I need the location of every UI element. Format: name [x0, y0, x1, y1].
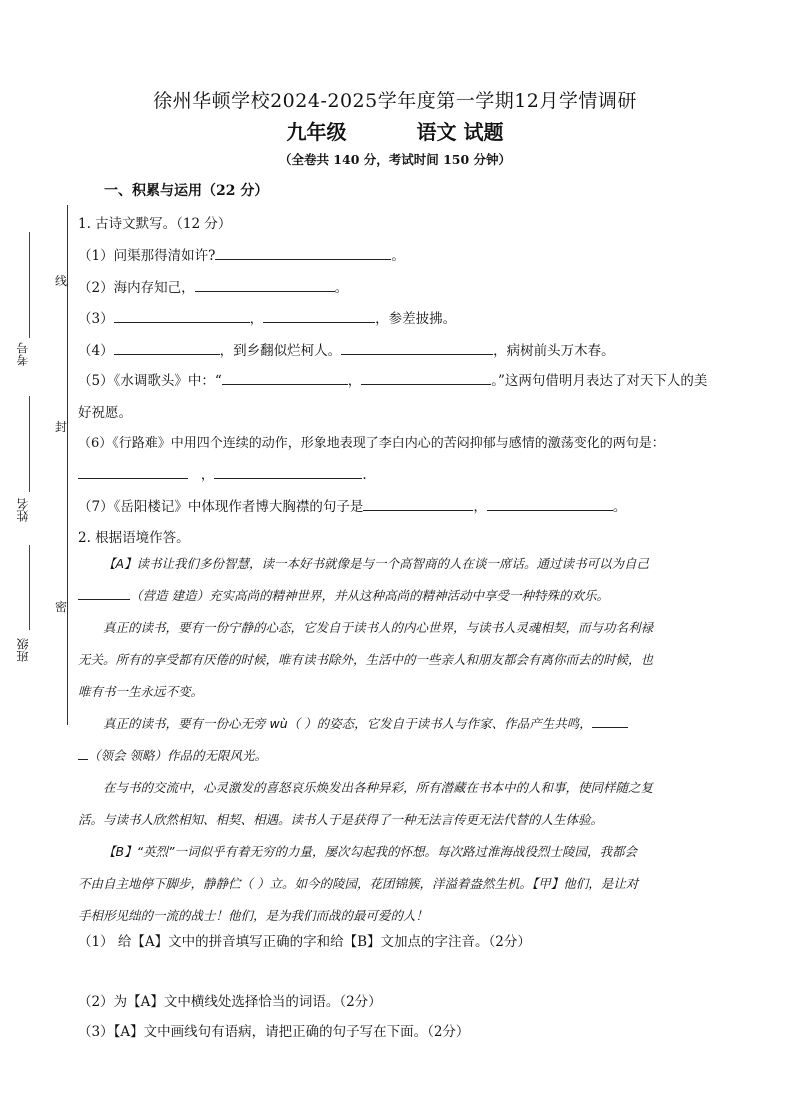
q1-item-1: [78, 244, 405, 264]
name-label: 姓名: [16, 498, 30, 522]
passage-a-line: [78, 740, 718, 772]
q1-4-blank-b[interactable]: [341, 340, 493, 355]
q1-item-5: [78, 369, 707, 389]
q1-item-5-cont: 好祝愿。: [78, 405, 132, 421]
passage-a-text: 真正的读书，要有一份心无旁 wù（ ）的姿态，它发自于读书人与作家、作品产生共鸣，: [103, 716, 592, 731]
q1-7-sep: ，: [473, 499, 487, 515]
grade-label: 九年级: [286, 120, 347, 144]
q1-heading: 1. 古诗文默写。（12 分）: [78, 216, 232, 232]
q1-6-blank-a[interactable]: [78, 464, 188, 479]
q1-item-6-answer: [78, 463, 367, 483]
q1-6-blank-b[interactable]: [214, 464, 362, 479]
q1-5-blank-a[interactable]: [222, 370, 348, 385]
q1-7-blank-b[interactable]: [487, 496, 613, 511]
passage-a-blank-2[interactable]: [592, 713, 628, 728]
q1-1-prompt: （1）问渠那得清如许?: [78, 248, 216, 264]
passage-a: [78, 548, 718, 932]
section-title: 一、积累与运用（22 分）: [104, 183, 269, 199]
exam-subtitle: [0, 116, 790, 145]
passage-a-line: [78, 708, 718, 740]
q1-2-end: 。: [334, 280, 349, 296]
class-label: 班级: [16, 638, 30, 662]
passage-b-line: 【B】“英烈”一词似乎有着无穷的力量，屡次勾起我的怀想。每次路过淮海战役烈士陵园，我都会: [103, 844, 638, 859]
passage-a-line: 活。与读书人欣然相知、相契、相遇。读书人于是获得了一种无法言传更无法代替的人生体验。: [78, 812, 604, 827]
q2-sub-1: （1） 给【A】文中的拼音填写正确的字和给【B】文加点的字注音。（2分）: [78, 934, 531, 950]
q1-3-end: ，参差披拂。: [375, 311, 457, 327]
passage-a-line: 无关。所有的享受都有厌倦的时候，唯有读书除外，生活中的一些亲人和朋友都会有离你而去的时候，也: [78, 652, 654, 667]
q1-3-prompt: （3）: [78, 311, 114, 327]
binding-char-feng: 封: [55, 420, 68, 434]
q1-6-end: .: [362, 467, 367, 483]
q1-3-blank-b[interactable]: [263, 308, 375, 323]
exam-number-label: 考号: [16, 342, 30, 366]
q1-1-blank[interactable]: [215, 245, 391, 260]
q1-item-4: [78, 339, 615, 359]
q1-7-prompt: （7）《岳阳楼记》中体现作者博大胸襟的句子是: [78, 499, 364, 515]
q2-heading: 2. 根据语境作答。: [78, 530, 190, 546]
passage-a-line: [78, 580, 718, 612]
exam-number-blank[interactable]: [29, 232, 30, 338]
passage-a-line: 【A】读书让我们多份智慧，读一本好书就像是与一个高智商的人在谈一席话。通过读书可以为自己: [103, 556, 650, 571]
q1-item-3: [78, 307, 456, 327]
q1-4-prompt: （4）: [78, 343, 114, 359]
passage-a-line: 在与书的交流中，心灵激发的喜怒哀乐焕发出各种异彩，所有潜藏在书本中的人和事，使同样随之复: [103, 780, 654, 795]
q1-4-mid: ，到乡翻似烂柯人。: [219, 343, 342, 359]
passage-a-blank-1[interactable]: [78, 585, 130, 600]
q1-5-blank-b[interactable]: [361, 370, 491, 385]
passage-a-line: 唯有书一生永远不变。: [78, 684, 204, 699]
subject-label: 语文 试题: [416, 120, 504, 144]
exam-total-info: （全卷共 140 分，考试时间 150 分钟）: [278, 152, 512, 167]
binding-line: [67, 205, 68, 725]
q2-sub-2: （2）为【A】文中横线处选择恰当的词语。（2分）: [78, 994, 382, 1010]
class-blank[interactable]: [29, 545, 30, 630]
passage-a-text: （营造 建造）充实高尚的精神世界，并从这种高尚的精神活动中享受一种特殊的欢乐。: [130, 588, 609, 603]
binding-char-mi: 密: [55, 600, 68, 614]
passage-a-blank-2-cont[interactable]: [78, 745, 88, 760]
binding-char-xian: 线: [55, 274, 68, 288]
passage-a-line: 真正的读书，要有一份宁静的心态，它发自于读书人的内心世界，与读书人灵魂相契，而与功名利禄: [103, 620, 654, 635]
q1-3-sep: ，: [249, 311, 264, 327]
q1-5-prompt: （5）《水调歌头》中：“: [78, 373, 222, 389]
q1-6-sep: ，: [200, 467, 215, 483]
q1-item-6: （6）《行路难》中用四个连续的动作，形象地表现了李白内心的苦闷抑郁与感情的激荡变化的两句是：: [78, 436, 665, 451]
q1-4-blank-a[interactable]: [114, 340, 220, 355]
passage-a-text: （领会 领略）作品的无限风光。: [88, 748, 267, 763]
q1-7-blank-a[interactable]: [363, 496, 473, 511]
passage-b-line: 不由自主地停下脚步，静静伫（ ）立。如今的陵园，花团锦簇，洋溢着盎然生机。【甲】他们，是让对: [78, 876, 639, 891]
q1-item-7: [78, 495, 626, 515]
q1-5-end: 。”这两句借明月表达了对天下人的美: [491, 373, 708, 389]
q2-sub-3: （3）【A】文中画线句有语病，请把正确的句子写在下面。（2分）: [78, 1024, 470, 1040]
exam-title: 徐州华顿学校2024-2025学年度第一学期12月学情调研: [153, 90, 637, 112]
q1-2-prompt: （2）海内存知己，: [78, 280, 195, 296]
q1-4-end: ，病树前头万木春。: [493, 343, 615, 359]
name-blank[interactable]: [29, 396, 30, 492]
passage-b-line: 手相形见绌的一流的战士！他们，是为我们而战的最可爱的人！: [78, 908, 429, 923]
q1-1-end: 。: [391, 248, 405, 264]
q1-2-blank[interactable]: [195, 277, 335, 292]
q1-7-end: 。: [612, 499, 627, 515]
q1-5-sep: ，: [347, 373, 362, 389]
q1-item-2: [78, 276, 348, 296]
q1-3-blank-a[interactable]: [114, 308, 250, 323]
